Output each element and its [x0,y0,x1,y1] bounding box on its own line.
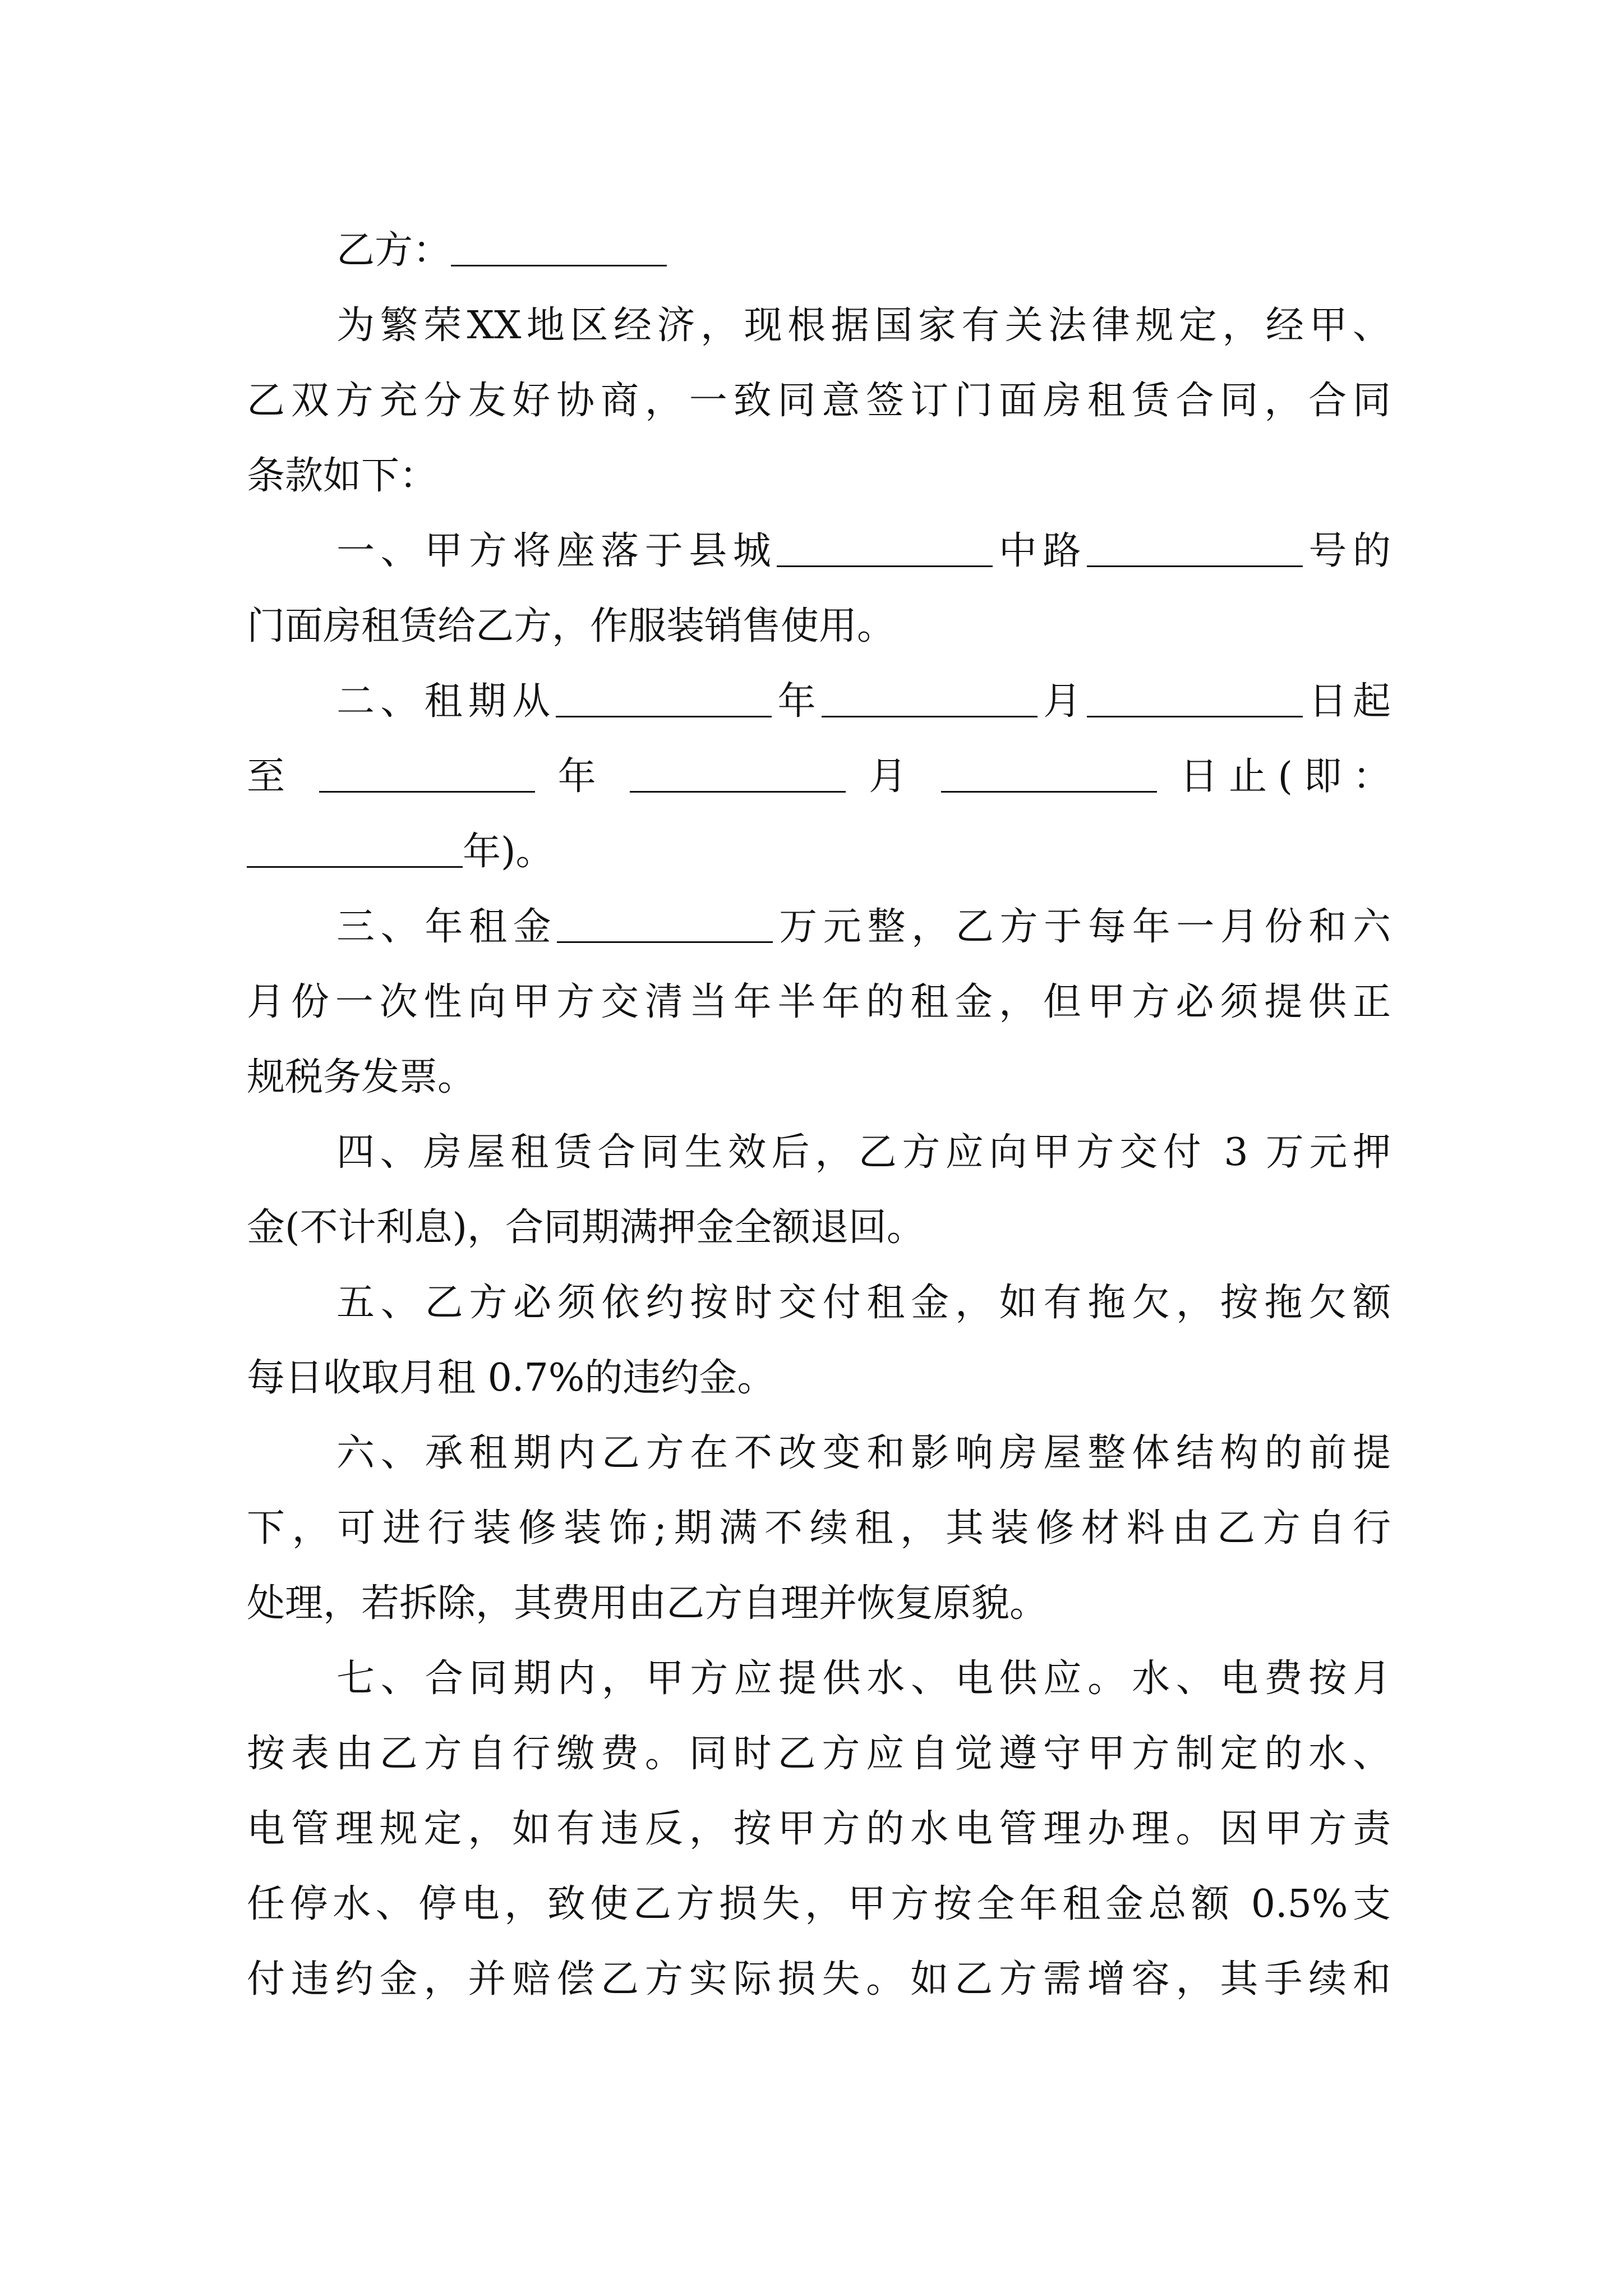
intro-paragraph [247,288,1391,514]
party-b-blank[interactable] [451,226,667,266]
clause-2-line-2 [247,739,1391,815]
clause-2-month-label: 月 [1037,679,1087,724]
clause-3-line-1 [247,890,1391,965]
intro-line-1: 为繁荣XX地区经济，现根据国家有关法律规定，经甲、 [336,303,1391,348]
total-years-blank[interactable] [247,827,463,868]
clause-2 [247,664,1391,890]
start-month-blank[interactable] [822,677,1038,717]
clause-1-line-1 [247,514,1391,589]
party-b-line [247,213,1391,288]
clause-3-line-2: 月份一次性向甲方交清当年半年的租金，但甲方必须提供正 [247,980,1391,1024]
clause-7-line-5: 付违约金，并赔偿乙方实际损失。如乙方需增容，其手续和 [247,1957,1391,2001]
party-b-label: 乙方： [336,228,451,273]
intro-line-3: 条款如下： [247,454,438,498]
end-year-blank[interactable] [319,752,535,793]
county-blank[interactable] [777,526,993,567]
clause-4-line-1: 四、房屋租赁合同生效后，乙方应向甲方交付 3 万元押 [336,1130,1391,1175]
clause-2-day-start-label: 日起 [1303,679,1391,724]
clause-2-day-end-label: 日止(即： [1179,754,1391,799]
clause-2-year-label: 年 [772,679,822,724]
intro-line-2: 乙双方充分友好协商，一致同意签订门面房租赁合同，合同 [247,379,1391,423]
clause-1-text-c: 号的 [1302,529,1391,573]
clause-5-line-2: 每日收取月租 0.7%的违约金。 [247,1356,776,1400]
clause-7-line-2: 按表由乙方自行缴费。同时乙方应自觉遵守甲方制定的水、 [247,1732,1391,1776]
end-month-blank[interactable] [630,752,846,793]
clause-5 [247,1266,1391,1416]
clause-4-line-2: 金(不计利息)，合同期满押金全额退回。 [247,1205,925,1250]
clause-2-to-label: 至 [247,754,296,799]
contract-page [247,213,1391,2017]
clause-3-line-3: 规税务发票。 [247,1055,476,1099]
end-day-blank[interactable] [941,752,1157,793]
clause-1 [247,514,1391,664]
start-year-blank[interactable] [556,677,772,717]
clause-1-text-b: 中路 [993,529,1087,573]
clause-5-line-1: 五、乙方必须依约按时交付租金，如有拖欠，按拖欠额 [336,1281,1391,1325]
clause-3 [247,890,1391,1115]
clause-6-line-1: 六、承租期内乙方在不改变和影响房屋整体结构的前提 [336,1431,1391,1475]
clause-1-line-2: 门面房租赁给乙方，作服装销售使用。 [247,604,896,648]
road-number-blank[interactable] [1087,526,1303,567]
clause-6-line-3: 处理，若拆除，其费用由乙方自理并恢复原貌。 [247,1581,1048,1626]
annual-rent-blank[interactable] [557,902,773,943]
clause-7-line-3: 电管理规定，如有违反，按甲方的水电管理办理。因甲方责 [247,1807,1391,1851]
clause-3-text-b: 万元整，乙方于每年一月份和六 [773,905,1391,949]
start-day-blank[interactable] [1087,677,1303,717]
clause-6-line-2: 下，可进行装修装饰;期满不续租，其装修材料由乙方自行 [247,1506,1391,1550]
clause-3-text-a: 三、年租金 [336,905,557,949]
clause-1-text-a: 一、甲方将座落于县城 [336,529,777,573]
clause-2-line-3 [247,815,1391,890]
clause-7-line-1: 七、合同期内，甲方应提供水、电供应。水、电费按月 [336,1657,1391,1701]
clause-2-text-a: 二、租期从 [336,679,556,724]
clause-7-line-4: 任停水、停电，致使乙方损失，甲方按全年租金总额 0.5%支 [247,1882,1391,1926]
clause-2-years-label: 年)。 [463,830,554,874]
clause-7 [247,1641,1391,2017]
clause-4 [247,1115,1391,1266]
clause-2-end-month-label: 月 [869,754,918,799]
clause-2-line-1 [247,664,1391,739]
clause-2-end-year-label: 年 [557,754,607,799]
clause-6 [247,1416,1391,1641]
